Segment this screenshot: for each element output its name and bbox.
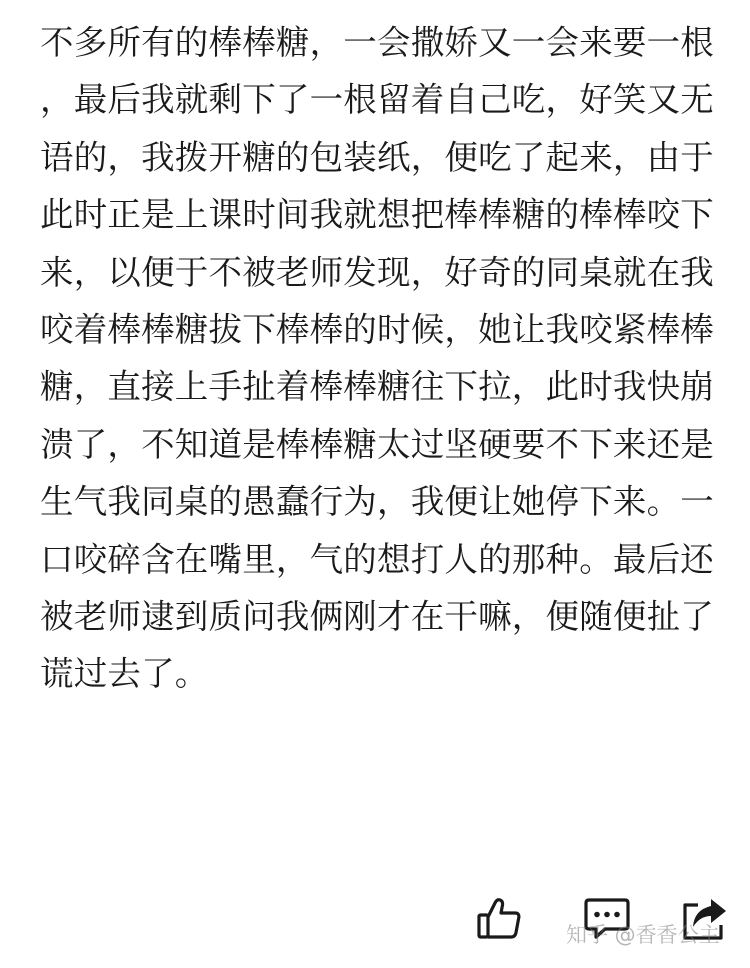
article-line: 不多所有的棒棒糖，一会撒娇又一会来要一根	[40, 23, 714, 62]
article-body	[40, 14, 720, 703]
article-line: 被老师逮到质问我俩刚才在干嘛，便随便扯了	[40, 596, 714, 636]
article-line: 此时正是上课时间我就想把棒棒糖的棒棒咬下	[40, 195, 714, 235]
article-line: 溃了，不知道是棒棒糖太过坚硬要不下来还是	[40, 424, 714, 464]
watermark-text: 知乎 @香香公主	[566, 923, 720, 947]
like-button[interactable]	[474, 894, 524, 942]
thumbs-up-icon	[476, 896, 522, 940]
article-line: 糖，直接上手扯着棒棒糖往下拉，此时我快崩	[40, 367, 714, 407]
article-line: 语的，我拨开糖的包装纸，便吃了起来，由于	[40, 137, 714, 177]
article-line: 生气我同桌的愚蠢行为，我便让她停下来。一	[40, 482, 714, 522]
article-line: 来，以便于不被老师发现，好奇的同桌就在我	[40, 252, 714, 292]
article-line: 咬着棒棒糖拔下棒棒的时候，她让我咬紧棒棒	[40, 309, 714, 349]
article-line: ，最后我就剩下了一根留着自己吃，好笑又无	[40, 80, 714, 120]
article-line: 口咬碎含在嘴里，气的想打人的那种。最后还	[40, 539, 714, 579]
article-line: 谎过去了。	[40, 654, 209, 694]
bottom-action-bar	[0, 880, 750, 968]
